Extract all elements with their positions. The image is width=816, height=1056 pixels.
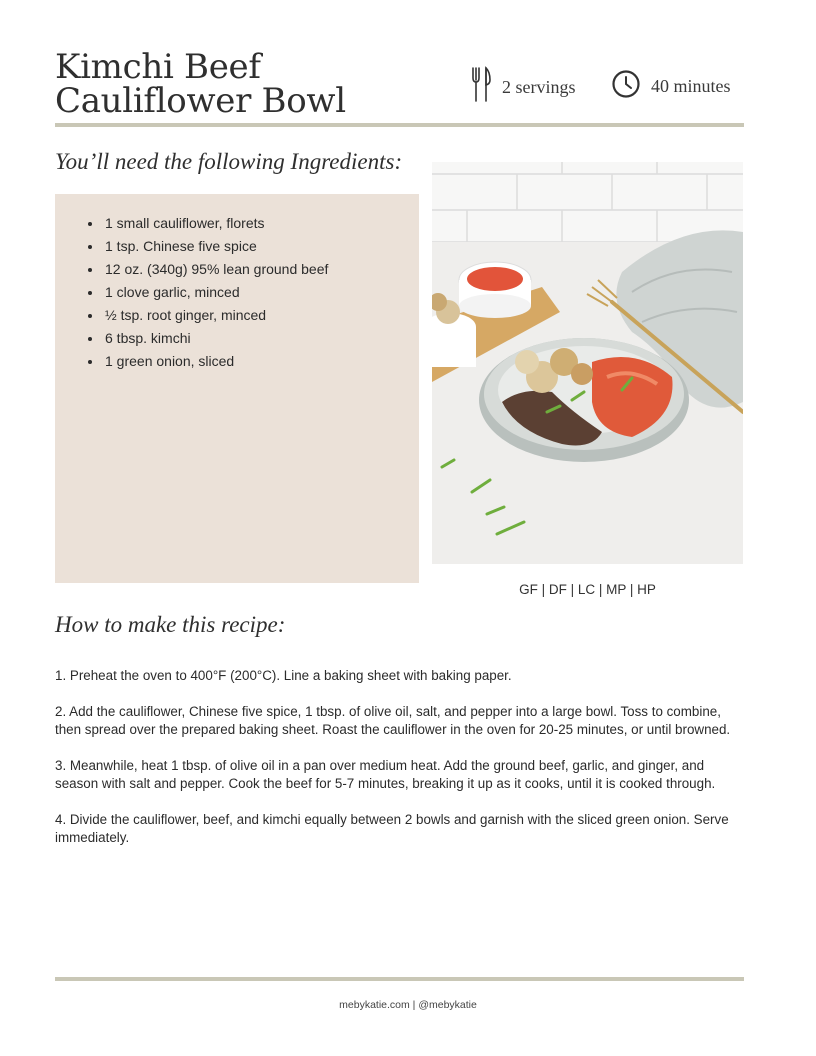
ingredients-heading: You’ll need the following Ingredients: [55,149,403,174]
time-info [611,69,731,104]
ingredients-list [55,194,419,373]
clock-icon [611,69,641,104]
ingredients-panel [55,194,419,583]
ingredient-item: • 1 green onion, sliced [103,350,419,373]
ingredient-item: • 1 small cauliflower, florets [103,212,419,235]
method-heading: How to make this recipe: [55,612,286,637]
servings-info [470,66,576,109]
recipe-photo [432,162,743,564]
time-text: 40 minutes [651,76,731,96]
recipe-title [55,47,435,121]
recipe-title-line-1: Kimchi Beef [55,47,261,87]
ingredient-item: • 12 oz. (340g) 95% lean ground beef [103,258,419,281]
method-steps [55,667,745,865]
method-step: 3. Meanwhile, heat 1 tbsp. of olive oil in a pan over medium heat. Add the ground beef, garlic, and ginger, and season with salt and pepper. Cook the beef for 5-7 minutes, breaking it up as it cooks, until it is cooked through. [55,758,716,791]
ingredient-item: • 1 clove garlic, minced [103,281,419,304]
ingredient-item: • 6 tbsp. kimchi [103,327,419,350]
diet-tags: GF | DF | LC | MP | HP [519,582,656,597]
servings-text: 2 servings [502,77,576,97]
ingredient-item: • ½ tsp. root ginger, minced [103,304,419,327]
ingredient-item: • 1 tsp. Chinese five spice [103,235,419,258]
fork-knife-icon [470,66,492,109]
method-step: 4. Divide the cauliflower, beef, and kimchi equally between 2 bowls and garnish with the sliced green onion. Serve immediately. [55,812,729,845]
method-step: 2. Add the cauliflower, Chinese five spice, 1 tbsp. of olive oil, salt, and pepper into a large bowl. Toss to combine, then spread over the prepared baking sheet. Roast the cauliflower in the oven for 20-25 minutes, or until browned. [55,704,731,737]
header-divider [55,123,744,127]
recipe-title-line-2: Cauliflower Bowl [55,81,346,121]
footer-text: mebykatie.com | @mebykatie [339,999,477,1011]
method-step: 1. Preheat the oven to 400°F (200°C). Line a baking sheet with baking paper. [55,668,512,683]
footer-divider [55,977,744,981]
